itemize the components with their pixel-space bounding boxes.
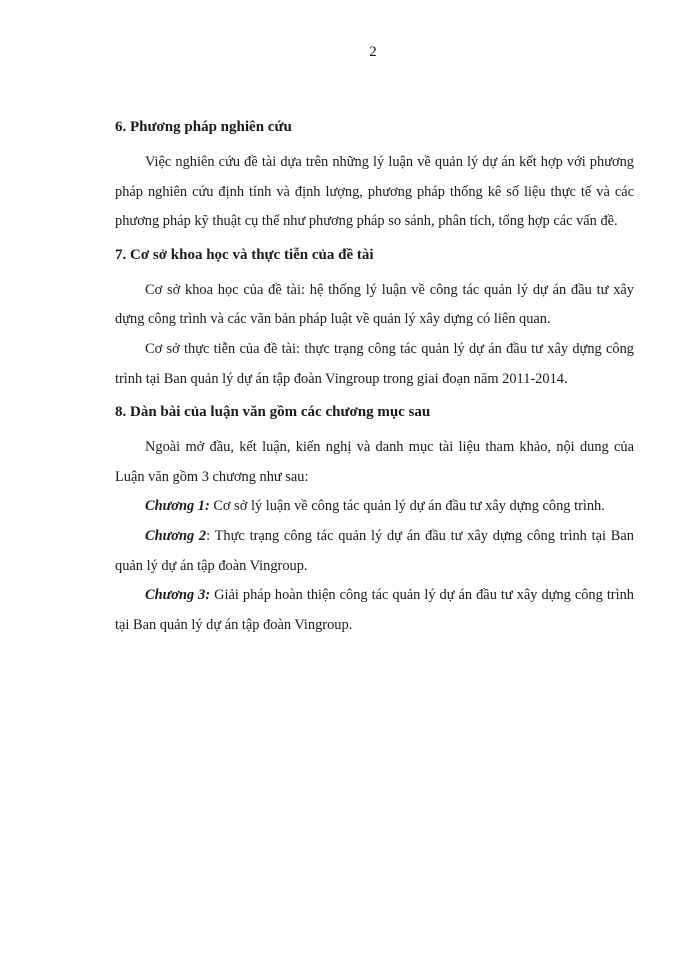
chapter-1-item: [115, 492, 634, 522]
section-6-paragraph: Việc nghiên cứu đề tài dựa trên những lý luận về quản lý dự án kết hợp với phương pháp nghiên cứu định tính và định lượng, phương pháp thống kê số liệu thực tế và các phương pháp kỹ thuật cụ thể như phương pháp so sánh, phân tích, tổng hợp các vấn đề.: [115, 154, 634, 230]
section-7-heading: 7. Cơ sở khoa học và thực tiễn của đề tài: [115, 246, 374, 263]
page-number: 2: [369, 44, 377, 60]
chapter-2-text: : Thực trạng công tác quản lý dự án đầu tư xây dựng công trình tại Ban quản lý dự án tập đoàn Vingroup.: [115, 527, 634, 574]
chapter-2-item: [115, 522, 634, 581]
chapter-2-label: Chương 2: [145, 527, 207, 544]
section-7-scientific-basis: Cơ sở khoa học của đề tài: hệ thống lý luận về công tác quản lý dự án đầu tư xây dựng công trình và các văn bản pháp luật về quản lý xây dựng có liên quan.: [115, 281, 634, 328]
chapter-3-item: [115, 581, 634, 640]
section-8-heading: 8. Dàn bài của luận văn gồm các chương mục sau: [115, 404, 431, 421]
section-6-heading: 6. Phương pháp nghiên cứu: [115, 119, 292, 135]
document-body: [115, 118, 634, 640]
chapter-3-label: Chương 3:: [145, 587, 211, 604]
section-7-practical-basis: Cơ sở thực tiễn của đề tài: thực trạng công tác quản lý dự án đầu tư xây dựng công trình tại Ban quản lý dự án tập đoàn Vingroup trong giai đoạn năm 2011-2014.: [115, 340, 634, 387]
section-8-intro: Ngoài mở đầu, kết luận, kiến nghị và danh mục tài liệu tham khảo, nội dung của Luận văn gồm 3 chương như sau:: [115, 439, 634, 485]
chapter-1-text: Cơ sở lý luận về công tác quản lý dự án đầu tư xây dựng công trình.: [209, 498, 605, 515]
chapter-3-text: Giải pháp hoàn thiện công tác quản lý dự án đầu tư xây dựng công trình tại Ban quản lý dự án tập đoàn Vingroup.: [115, 587, 634, 633]
chapter-1-label: Chương 1:: [145, 498, 210, 515]
